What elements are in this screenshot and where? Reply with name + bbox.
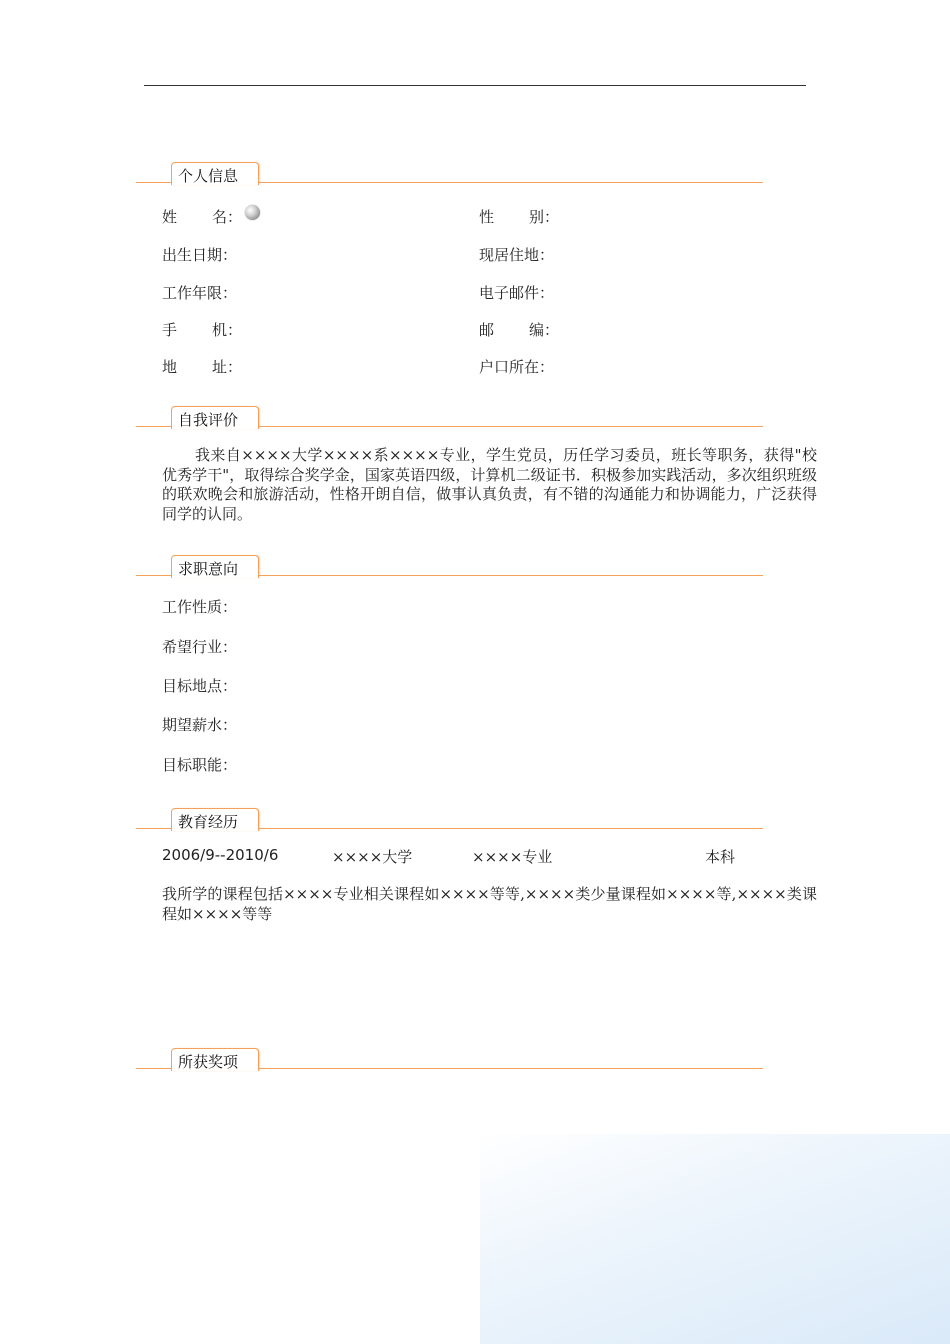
- job-industry-label: 希望行业：: [162, 638, 238, 656]
- job-location-label: 目标地点：: [162, 677, 238, 695]
- name-label-1: 姓: [162, 208, 178, 226]
- address-label-2: 址：: [212, 358, 243, 376]
- section-title: 教育经历: [178, 813, 239, 831]
- section-tab: [171, 162, 259, 185]
- education-degree: 本科: [705, 848, 736, 866]
- section-tab: [171, 555, 259, 578]
- section-title: 求职意向: [178, 560, 239, 578]
- photo-icon: [245, 205, 260, 220]
- phone-label-1: 手: [162, 321, 178, 339]
- years-label: 工作年限：: [162, 284, 238, 302]
- background-wash: [480, 1134, 950, 1344]
- gender-label-1: 性: [479, 208, 495, 226]
- address-label-1: 地: [162, 358, 178, 376]
- section-header-personal: [136, 159, 763, 185]
- email-label: 电子邮件：: [479, 284, 555, 302]
- zip-label-2: 编：: [529, 321, 560, 339]
- section-tab: [171, 808, 259, 831]
- education-school: ××××大学: [332, 848, 413, 866]
- education-courses: 我所学的课程包括××××专业相关课程如××××等等,××××类少量课程如××××等,××××类课程如××××等等: [162, 885, 817, 923]
- section-header-self-eval: [136, 403, 763, 429]
- section-header-awards: [136, 1045, 763, 1071]
- section-tab: [171, 1048, 259, 1071]
- header-rule: [144, 85, 806, 86]
- phone-label-2: 机：: [212, 321, 243, 339]
- birth-label: 出生日期：: [162, 246, 238, 264]
- name-label-2: 名：: [212, 208, 243, 226]
- section-title: 个人信息: [178, 167, 239, 185]
- section-header-education: [136, 805, 763, 831]
- zip-label-1: 邮: [479, 321, 495, 339]
- section-tab: [171, 406, 259, 429]
- education-major: ××××专业: [472, 848, 553, 866]
- job-salary-label: 期望薪水：: [162, 716, 238, 734]
- section-header-job-intent: [136, 552, 763, 578]
- section-title: 自我评价: [178, 411, 239, 429]
- education-period: 2006/9--2010/6: [162, 846, 279, 864]
- job-nature-label: 工作性质：: [162, 598, 238, 616]
- hukou-label: 户口所在：: [479, 358, 555, 376]
- self-eval-text: 我来自××××大学××××系××××专业，学生党员，历任学习委员，班长等职务，获得"校优秀学干"，取得综合奖学金，国家英语四级，计算机二级证书．积极参加实践活动，多次组织班级的联欢晚会和旅游活动，性格开朗自信，做事认真负责，有不错的沟通能力和协调能力，广泛获得同学的认同。: [162, 446, 817, 523]
- job-function-label: 目标职能：: [162, 756, 238, 774]
- section-title: 所获奖项: [178, 1053, 239, 1071]
- gender-label-2: 别：: [529, 208, 560, 226]
- residence-label: 现居住地：: [479, 246, 555, 264]
